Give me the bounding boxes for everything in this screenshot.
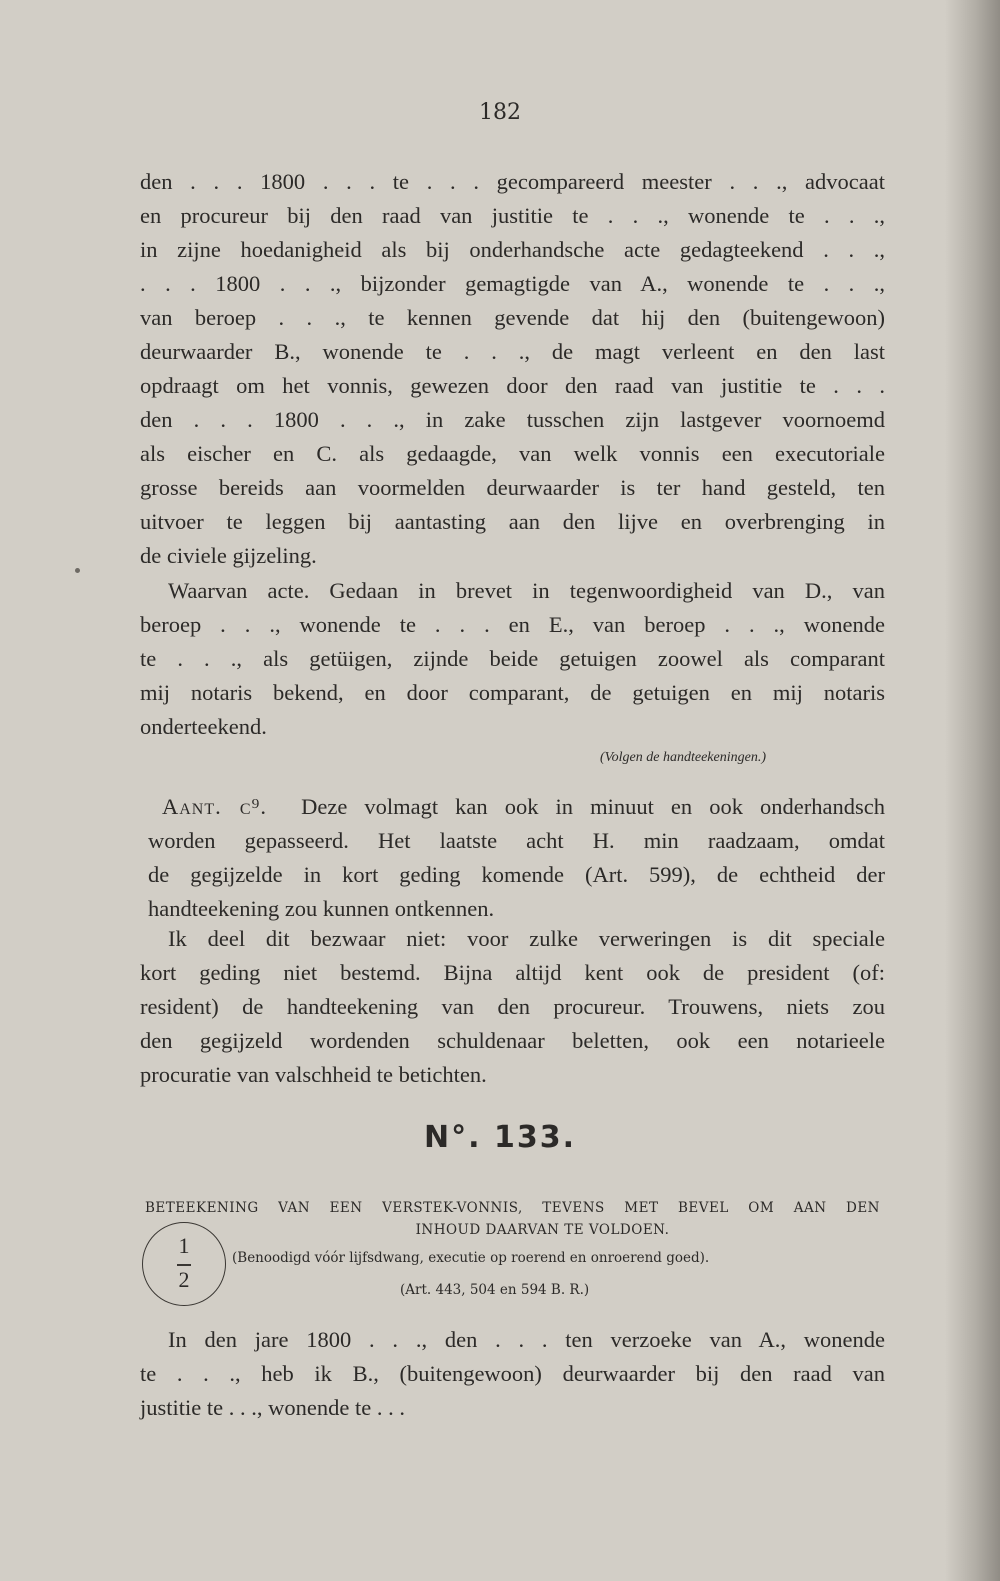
deed-line: in zijne hoedanigheid als bij onderhandsche acte gedagteekend . . ., [140, 237, 885, 262]
deed-line: grosse bereids aan voormelden deurwaarder is ter hand gesteld, ten [140, 475, 885, 500]
note2-paragraph [140, 922, 885, 1092]
deed-line: . . . 1800 . . ., bijzonder gemagtigde van A., wonende te . . ., [140, 271, 885, 296]
note-paragraph [148, 790, 885, 926]
section-title-line: INHOUD DAARVAN TE VOLDOEN. [415, 1222, 670, 1238]
section-articles: (Art. 443, 504 en 594 B. R.) [400, 1282, 590, 1298]
fraction-denominator: 2 [178, 1267, 190, 1292]
note-line: de gegijzelde in kort geding komende (Art. 599), de echtheid der [148, 862, 885, 887]
deed-line: deurwaarder B., wonende te . . ., de magt verleent en den last [140, 339, 885, 364]
final-line: te . . ., heb ik B., (buitengewoon) deurwaarder bij den raad van [140, 1361, 885, 1386]
deed-line: als eischer en C. als gedaagde, van welk vonnis een executoriale [140, 441, 885, 466]
witness-line: onderteekend. [140, 714, 267, 739]
deed-line: uitvoer te leggen bij aantasting aan den lijve en overbrenging in [140, 509, 885, 534]
fraction-numerator: 1 [178, 1233, 190, 1258]
note2-line: Ik deel dit bezwaar niet: voor zulke verweringen is dit speciale [168, 926, 885, 951]
note2-line: den gegijzeld wordenden schuldenaar beletten, ook een notarieele [140, 1028, 885, 1053]
fraction-bar [177, 1264, 191, 1266]
note2-line: resident) de handteekening van den procureur. Trouwens, niets zou [140, 994, 885, 1019]
note-line: Deze volmagt kan ook in minuut en ook onderhandsch [301, 794, 886, 819]
signatures-note: (Volgen de handteekeningen.) [600, 750, 766, 765]
deed-line: de civiele gijzeling. [140, 543, 317, 568]
section-title-line: BETEEKENING VAN EEN VERSTEK-VONNIS, TEVENS MET BEVEL OM AAN DEN [145, 1200, 880, 1216]
note-label: Aant. c⁹. [162, 794, 267, 819]
witness-line: Waarvan acte. Gedaan in brevet in tegenwoordigheid van D., van [168, 578, 885, 603]
fraction-stamp [142, 1222, 226, 1306]
deed-line: van beroep . . ., te kennen gevende dat hij den (buitengewoon) [140, 305, 885, 330]
final-paragraph [140, 1323, 885, 1425]
final-line: justitie te . . ., wonende te . . . [140, 1395, 405, 1420]
deed-line: opdraagt om het vonnis, gewezen door den raad van justitie te . . . [140, 373, 885, 398]
note-first-line [148, 790, 885, 824]
ink-speck [75, 568, 80, 573]
note-line: worden gepasseerd. Het laatste acht H. min raadzaam, omdat [148, 828, 885, 853]
section-subtitle: (Benoodigd vóór lijfsdwang, executie op roerend en onroerend goed). [232, 1250, 710, 1266]
note2-line: kort geding niet bestemd. Bijna altijd kent ook de president (of: [140, 960, 885, 985]
witness-paragraph [140, 574, 885, 744]
note2-line: procuratie van valschheid te betichten. [140, 1062, 487, 1087]
deed-line: den . . . 1800 . . ., in zake tusschen zijn lastgever voornoemd [140, 407, 885, 432]
note-line: handteekening zou kunnen ontkennen. [148, 896, 495, 921]
witness-line: mij notaris bekend, en door comparant, de getuigen en mij notaris [140, 680, 885, 705]
final-line: In den jare 1800 . . ., den . . . ten verzoeke van A., wonende [168, 1327, 885, 1352]
deed-paragraph [140, 165, 885, 573]
witness-line: beroep . . ., wonende te . . . en E., van beroep . . ., wonende [140, 612, 885, 637]
page-number: 182 [479, 100, 521, 125]
deed-line: en procureur bij den raad van justitie te . . ., wonende te . . ., [140, 203, 885, 228]
section-title [145, 1197, 880, 1241]
witness-line: te . . ., als getüigen, zijnde beide getuigen zoowel als comparant [140, 646, 885, 671]
deed-line: den . . . 1800 . . . te . . . gecompareerd meester . . ., advocaat [140, 169, 885, 194]
section-number: N°. 133. [424, 1120, 576, 1155]
